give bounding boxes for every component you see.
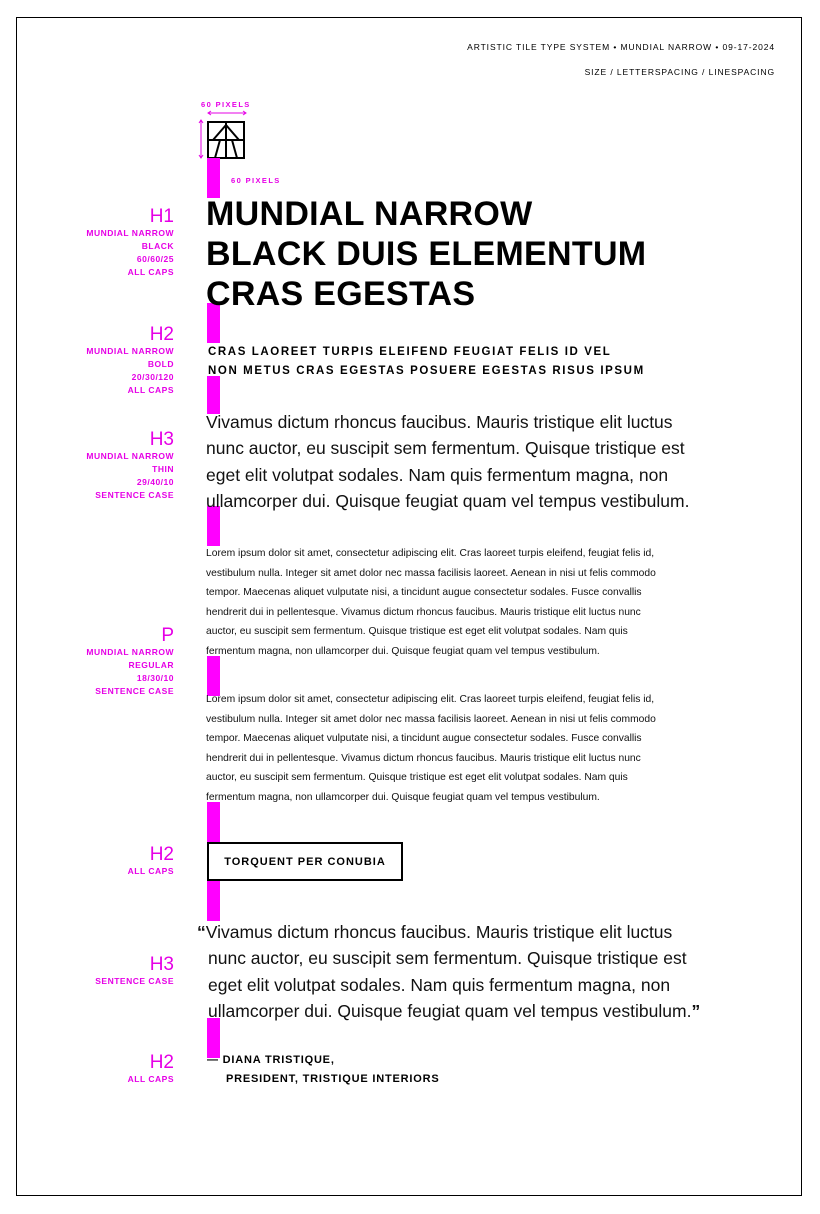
h3-line: eget elit volutpat sodales. Nam quis fermentum magna, non: [206, 464, 669, 485]
quote-line: “Vivamus dictum rhoncus faucibus. Mauris tristique elit luctus: [197, 922, 673, 942]
quote-line: nunc auctor, eu suscipit sem fermentum. Quisque tristique est: [208, 948, 687, 969]
paragraph-line: fermentum magna, non ullamcorper dui. Quisque feugiat quam vel tempus vestibulum.: [206, 791, 600, 803]
logo-width-label: 60 PIXELS: [201, 100, 251, 109]
torquent-per-conubia-button[interactable]: TORQUENT PER CONUBIA: [207, 842, 403, 881]
paragraph-line: hendrerit dui in pellentesque. Vivamus dictum rhoncus faucibus. Mauris tristique elit luctus nunc: [206, 752, 641, 764]
spec-label-h2: H2 MUNDIAL NARROW BOLD 20/30/120 ALL CAPS: [86, 324, 174, 395]
attribution-title: PRESIDENT, TRISTIQUE INTERIORS: [226, 1073, 440, 1085]
quote-line: ullamcorper dui. Quisque feugiat quam vel tempus vestibulum.”: [208, 1000, 701, 1021]
spec-label-attribution: H2 ALL CAPS: [127, 1052, 174, 1084]
paragraph-line: Lorem ipsum dolor sit amet, consectetur adipiscing elit. Cras laoreet turpis eleifend, feugiat felis id,: [206, 548, 655, 559]
paragraph-line: hendrerit dui in pellentesque. Vivamus dictum rhoncus faucibus. Mauris tristique elit luctus nunc: [206, 606, 641, 618]
h3-line: ullamcorper dui. Quisque feugiat quam vel tempus vestibulum.: [206, 490, 690, 511]
pull-quote: [197, 919, 700, 1024]
spacing-bar-logo-h1: [207, 158, 220, 198]
paragraph-line: fermentum magna, non ullamcorper dui. Quisque feugiat quam vel tempus vestibulum.: [206, 645, 600, 657]
header-subtitle: SIZE / LETTERSPACING / LINESPACING: [584, 67, 775, 77]
h2-line: NON METUS CRAS EGESTAS POSUERE EGESTAS RISUS IPSUM: [208, 365, 645, 377]
spec-label-quote: H3 SENTENCE CASE: [95, 954, 174, 986]
spacing-bar-button-quote: [207, 881, 220, 921]
spec-label-p: P MUNDIAL NARROW REGULAR 18/30/10 SENTENCE CASE: [86, 625, 174, 696]
paragraph-line: vestibulum nulla. Integer sit amet dolor nec massa facilisis laoreet. Aenean in nisi ut felis commodo: [206, 567, 656, 579]
h3-line: Vivamus dictum rhoncus faucibus. Mauris tristique elit luctus: [206, 412, 673, 432]
open-quote-mark: “: [197, 922, 206, 942]
close-quote-mark: ”: [691, 1000, 701, 1021]
paragraph-line: auctor, eu suscipit sem fermentum. Quisque tristique est eget elit volutpat sodales. Nam quis: [206, 626, 628, 637]
paragraph-line: tempor. Maecenas aliquet vulputate nisi, a tincidunt augue consectetur sodales. Fusce convallis: [206, 733, 642, 744]
artistic-tile-logo-icon: [207, 121, 245, 159]
paragraph-line: Lorem ipsum dolor sit amet, consectetur adipiscing elit. Cras laoreet turpis eleifend, feugiat felis id,: [206, 694, 655, 705]
h1-line: CRAS EGESTAS: [206, 275, 476, 313]
spec-label-h3: H3 MUNDIAL NARROW THIN 29/40/10 SENTENCE CASE: [86, 429, 174, 500]
spec-tag: H3: [149, 429, 174, 450]
h1-line: MUNDIAL NARROW: [206, 195, 533, 233]
attribution-dash: —: [207, 1054, 219, 1066]
spec-tag: P: [161, 625, 174, 646]
spacing-bar-p-button: [207, 802, 220, 842]
spec-tag: H3: [149, 954, 174, 975]
quote-attribution: [207, 1051, 439, 1089]
attribution-name: DIANA TRISTIQUE,: [222, 1054, 335, 1066]
h2-line: CRAS LAOREET TURPIS ELEIFEND FEUGIAT FELIS ID VEL: [208, 346, 612, 358]
h3-sample: [206, 409, 689, 514]
quote-line: eget elit volutpat sodales. Nam quis fermentum magna, non: [208, 974, 671, 995]
paragraph-line: vestibulum nulla. Integer sit amet dolor nec massa facilisis laoreet. Aenean in nisi ut felis commodo: [206, 713, 656, 725]
h2-sample: [208, 343, 645, 381]
spec-tag: H2: [149, 1052, 174, 1073]
paragraph-line: tempor. Maecenas aliquet vulputate nisi, a tincidunt augue consectetur sodales. Fusce convallis: [206, 587, 642, 598]
spec-label-button: H2 ALL CAPS: [127, 844, 174, 876]
spec-tag: H2: [149, 844, 174, 865]
logo-height-label: 60 PIXELS: [231, 176, 281, 185]
spec-tag: H2: [149, 324, 174, 345]
paragraph-sample-1: [206, 544, 656, 661]
h3-line: nunc auctor, eu suscipit sem fermentum. Quisque tristique est: [206, 438, 685, 459]
paragraph-sample-2: [206, 690, 656, 807]
header-title: ARTISTIC TILE TYPE SYSTEM • MUNDIAL NARROW • 09-17-2024: [467, 42, 775, 52]
h1-line: BLACK DUIS ELEMENTUM: [206, 235, 647, 273]
h1-sample: [206, 194, 646, 314]
spec-label-h1: H1 MUNDIAL NARROW BLACK 60/60/25 ALL CAPS: [86, 206, 174, 277]
spec-tag: H1: [149, 206, 174, 227]
paragraph-line: auctor, eu suscipit sem fermentum. Quisque tristique est eget elit volutpat sodales. Nam quis: [206, 772, 628, 783]
